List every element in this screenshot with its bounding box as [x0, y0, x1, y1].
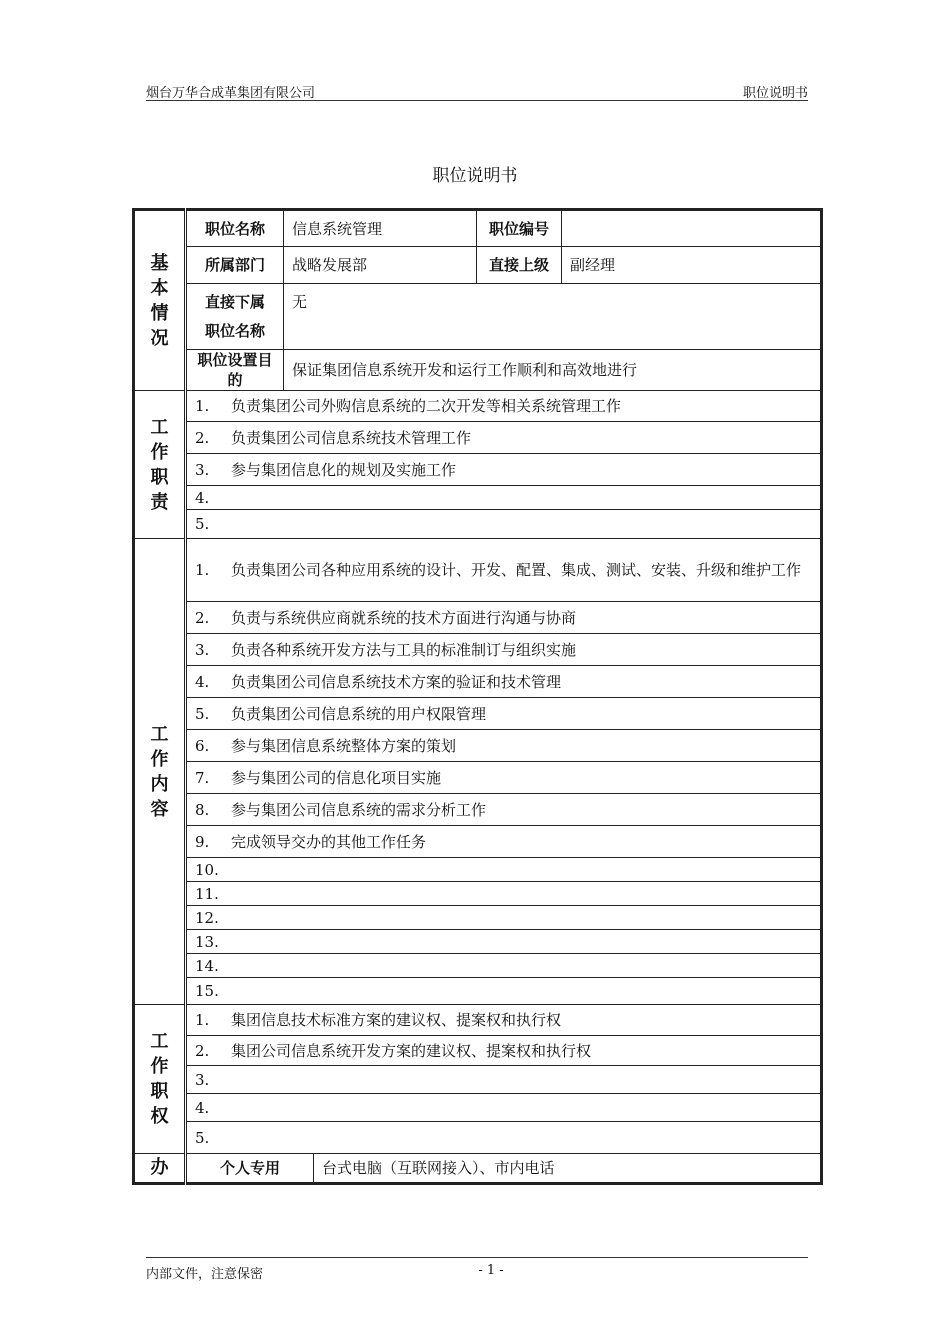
document-title: 职位说明书 — [432, 166, 518, 186]
content-row: 9. 完成领导交办的其他工作任务 — [134, 826, 822, 858]
section-basic: 基 本 情 况 — [134, 210, 186, 391]
page-footer — [146, 1257, 808, 1282]
confidential-note: 内部文件，注意保密 — [146, 1267, 264, 1282]
content-row: 14. — [134, 954, 822, 978]
header-doc-type: 职位说明书 — [742, 86, 808, 101]
content-row: 5. 负责集团公司信息系统的用户权限管理 — [134, 698, 822, 730]
basic-row-subordinate — [134, 284, 822, 350]
content-row: 15. — [134, 978, 822, 1005]
authority-row: 2. 集团公司信息系统开发方案的建议权、提案权和执行权 — [134, 1036, 822, 1066]
duty-row: 4. — [134, 486, 822, 510]
office-row — [134, 1154, 822, 1184]
content-row: 13. — [134, 930, 822, 954]
office-personal-label: 个人专用 — [186, 1154, 314, 1184]
content-row: 2. 负责与系统供应商就系统的技术方面进行沟通与协商 — [134, 602, 822, 634]
basic-row-dept — [134, 247, 822, 284]
section-duties: 工 作 职 责 — [134, 391, 186, 539]
purpose-value: 保证集团信息系统开发和运行工作顺利和高效地进行 — [284, 350, 822, 391]
authority-row: 4. — [134, 1094, 822, 1122]
purpose-label: 职位设置目的 — [186, 350, 284, 391]
section-office: 办 — [134, 1154, 186, 1184]
content-row: 10. — [134, 858, 822, 882]
authority-row: 3. — [134, 1066, 822, 1094]
duty-row: 5. — [134, 510, 822, 539]
content-row: 7. 参与集团公司的信息化项目实施 — [134, 762, 822, 794]
subordinate-label: 直接下属 职位名称 — [186, 284, 284, 350]
department-value: 战略发展部 — [284, 247, 477, 284]
authority-row: 5. — [134, 1122, 822, 1154]
content-row: 工 作 内 容 1. 负责集团公司各种应用系统的设计、开发、配置、集成、测试、安装、升级和维护工作 — [134, 539, 822, 602]
content-row: 12. — [134, 906, 822, 930]
section-authority: 工 作 职 权 — [134, 1005, 186, 1154]
content-row: 3. 负责各种系统开发方法与工具的标准制订与组织实施 — [134, 634, 822, 666]
company-name: 烟台万华合成革集团有限公司 — [146, 86, 316, 101]
duty-row: 工 作 职 责 1. 负责集团公司外购信息系统的二次开发等相关系统管理工作 — [134, 391, 822, 422]
duty-row: 3. 参与集团信息化的规划及实施工作 — [134, 454, 822, 486]
basic-row-name — [134, 210, 822, 247]
superior-value: 副经理 — [562, 247, 822, 284]
content-row: 8. 参与集团公司信息系统的需求分析工作 — [134, 794, 822, 826]
job-description-table — [132, 208, 823, 1185]
subordinate-value: 无 — [284, 284, 822, 350]
office-personal-value: 台式电脑（互联网接入）、市内电话 — [314, 1154, 822, 1184]
position-code-label: 职位编号 — [477, 210, 562, 247]
department-label: 所属部门 — [186, 247, 284, 284]
content-row: 11. — [134, 882, 822, 906]
content-row: 6. 参与集团信息系统整体方案的策划 — [134, 730, 822, 762]
position-name-value: 信息系统管理 — [284, 210, 477, 247]
superior-label: 直接上级 — [477, 247, 562, 284]
page-number: - 1 - — [478, 1263, 504, 1278]
section-content: 工 作 内 容 — [134, 539, 186, 1005]
position-code-value — [562, 210, 822, 247]
position-name-label: 职位名称 — [186, 210, 284, 247]
basic-row-purpose — [134, 350, 822, 391]
authority-row: 工 作 职 权 1. 集团信息技术标准方案的建议权、提案权和执行权 — [134, 1005, 822, 1036]
content-row: 4. 负责集团公司信息系统技术方案的验证和技术管理 — [134, 666, 822, 698]
duty-row: 2. 负责集团公司信息系统技术管理工作 — [134, 422, 822, 454]
page-header — [146, 80, 808, 101]
